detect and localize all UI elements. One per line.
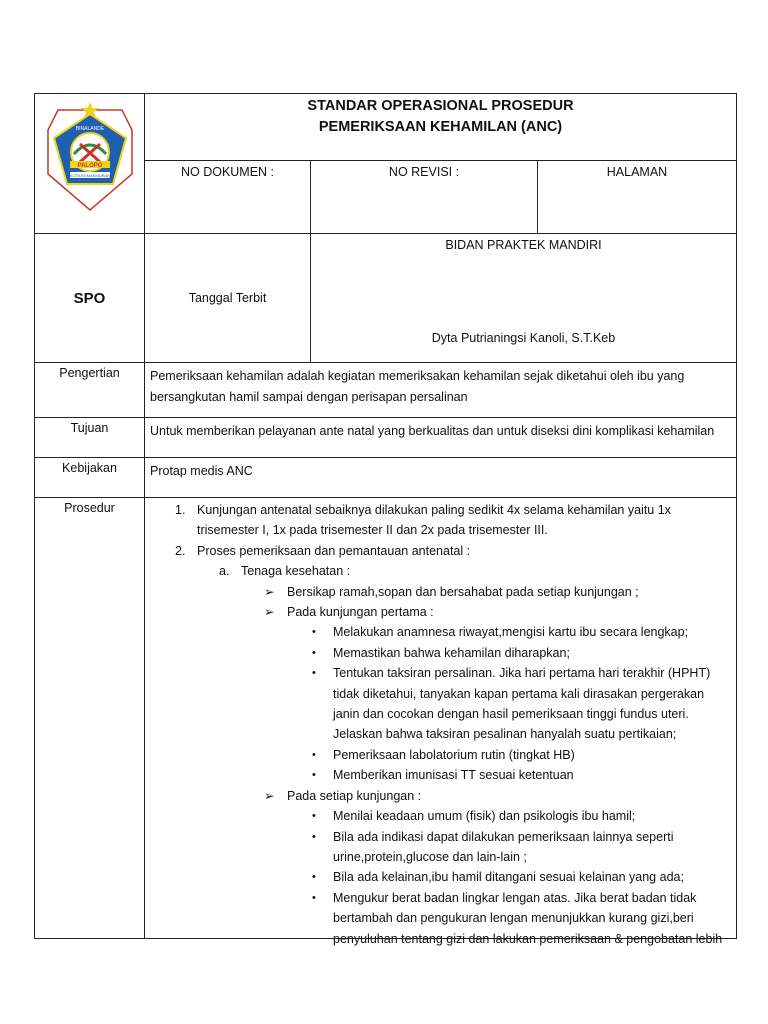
logo-top-text: BINALANDE [75, 126, 105, 132]
arrow-item-text: Bersikap ramah,sopan dan bersahabat pada setiap kunjungan ; [287, 584, 639, 599]
list-letter: a. [219, 564, 230, 579]
bullet-icon: • [312, 871, 316, 884]
bidan-cell [311, 234, 737, 363]
continuation-text: penyuluhan tentang gizi dan lakukan pemeriksaan & pengobatan lebih [333, 931, 723, 946]
continuation-text: urine,protein,glucose dan lain-lain ; [333, 849, 527, 864]
prosedur-item-text: Proses pemeriksaan dan pemantauan antenatal : [197, 543, 471, 558]
bullet-item [145, 827, 730, 847]
title-cell [145, 94, 737, 161]
city-emblem-logo [40, 96, 140, 214]
prosedur-list [145, 498, 736, 946]
list-number: 2. [175, 543, 186, 558]
bullet-item-continuation [145, 929, 730, 949]
bullet-icon: • [312, 748, 316, 761]
prosedur-item [145, 541, 730, 561]
bullet-item-continuation [145, 724, 730, 744]
arrow-item [145, 786, 730, 806]
bullet-item [145, 745, 730, 765]
halaman-label: HALAMAN [538, 161, 737, 234]
continuation-text: tidak diketahui, tanyakan kapan pertama kali dirasakan pergerakan [333, 686, 705, 701]
bullet-item [145, 765, 730, 785]
prosedur-item-continuation [145, 520, 730, 540]
bullet-item-continuation [145, 704, 730, 724]
bullet-item [145, 622, 730, 642]
bullet-item [145, 643, 730, 663]
bullet-item-text: Menilai keadaan umum (fisik) dan psikologis ibu hamil; [333, 809, 636, 824]
bullet-icon: • [312, 810, 316, 823]
continuation-text: Jelaskan bahwa taksiran pesalinan hanyalah suatu pertikaian; [333, 727, 677, 742]
bullet-item-continuation [145, 908, 730, 928]
tujuan-text: Untuk memberikan pelayanan ante natal yang berkualitas dan untuk diseksi dini komplikasi kehamilan [145, 418, 737, 458]
bullet-icon: • [312, 769, 316, 782]
continuation-text: janin dan cocokan dengan hasil pemeriksaan tinggi fundus uteri. [333, 707, 689, 722]
pengertian-label: Pengertian [35, 363, 145, 418]
arrow-bullet-icon: ➢ [264, 788, 275, 803]
tujuan-label: Tujuan [35, 418, 145, 458]
pengertian-text: Pemeriksaan kehamilan adalah kegiatan memeriksakan kehamilan sejak diketahui oleh ibu yang bersangkutan hamil sampai dengan perisapan persalinan [145, 363, 737, 418]
bullet-item-text: Memberikan imunisasi TT sesuai ketentuan [333, 768, 574, 783]
document-title-line1: STANDAR OPERASIONAL PROSEDUR [307, 98, 574, 114]
bidan-name: Dyta Putrianingsi Kanoli, S.T.Keb [431, 331, 616, 345]
bullet-item-continuation [145, 847, 730, 867]
prosedur-item [145, 500, 730, 520]
bullet-item-text: Mengukur berat badan lingkar lengan atas. Jika berat badan tidak [333, 890, 697, 905]
sop-table [34, 93, 737, 946]
logo-band-text: PALOPO [77, 163, 103, 169]
bullet-icon: • [312, 830, 316, 843]
bullet-item-text: Memastikan bahwa kehamilan diharapkan; [333, 645, 570, 660]
prosedur-content [145, 498, 737, 946]
bullet-icon: • [312, 646, 316, 659]
arrow-item [145, 582, 730, 602]
prosedur-item-text: Kunjungan antenatal sebaiknya dilakukan paling sedikit 4x selama kehamilan yaitu 1x [197, 503, 671, 517]
kebijakan-text: Protap medis ANC [145, 458, 737, 498]
spo-label: SPO [35, 234, 145, 363]
bullet-item [145, 867, 730, 887]
arrow-bullet-icon: ➢ [264, 584, 275, 599]
bullet-item-text: Melakukan anamnesa riwayat,mengisi kartu ibu secara lengkap; [333, 625, 689, 640]
logo-bottom-text: KOTA KEMAKMURAN [69, 173, 111, 178]
arrow-item-text: Pada kunjungan pertama : [287, 605, 434, 620]
bullet-item [145, 663, 730, 683]
continuation-text: trisemester I, 1x pada trisemester II dan 2x pada trisemester III. [197, 523, 548, 538]
continuation-text: bertambah dan pengukuran lengan menunjukkan kurang gizi,beri [333, 911, 694, 926]
tanggal-terbit-label: Tanggal Terbit [145, 234, 311, 363]
bullet-icon: • [312, 891, 316, 904]
bullet-item-text: Bila ada indikasi dapat dilakukan pemeriksaan lainnya seperti [333, 829, 674, 844]
logo-cell [35, 94, 145, 234]
bullet-item [145, 806, 730, 826]
arrow-item-text: Pada setiap kunjungan : [287, 788, 422, 803]
no-revisi-label: NO REVISI : [311, 161, 538, 234]
bullet-icon: • [312, 626, 316, 639]
document-title-line2: PEMERIKSAAN KEHAMILAN (ANC) [318, 119, 563, 135]
bullet-item [145, 888, 730, 908]
no-dokumen-label: NO DOKUMEN : [145, 161, 311, 234]
prosedur-label: Prosedur [35, 498, 145, 939]
kebijakan-label: Kebijakan [35, 458, 145, 498]
bullet-item-text: Tentukan taksiran persalinan. Jika hari pertama hari terakhir (HPHT) [333, 666, 711, 681]
arrow-item [145, 602, 730, 622]
prosedur-subitem [145, 561, 730, 581]
bullet-item-text: Pemeriksaan labolatorium rutin (tingkat HB) [333, 747, 575, 762]
bidan-title: BIDAN PRAKTEK MANDIRI [445, 238, 602, 252]
list-number: 1. [175, 503, 186, 517]
prosedur-subitem-text: Tenaga kesehatan : [241, 564, 351, 579]
bullet-icon: • [312, 667, 316, 680]
bullet-item-continuation [145, 684, 730, 704]
arrow-bullet-icon: ➢ [264, 605, 275, 620]
bullet-item-text: Bila ada kelainan,ibu hamil ditangani sesuai kelainan yang ada; [333, 870, 684, 885]
